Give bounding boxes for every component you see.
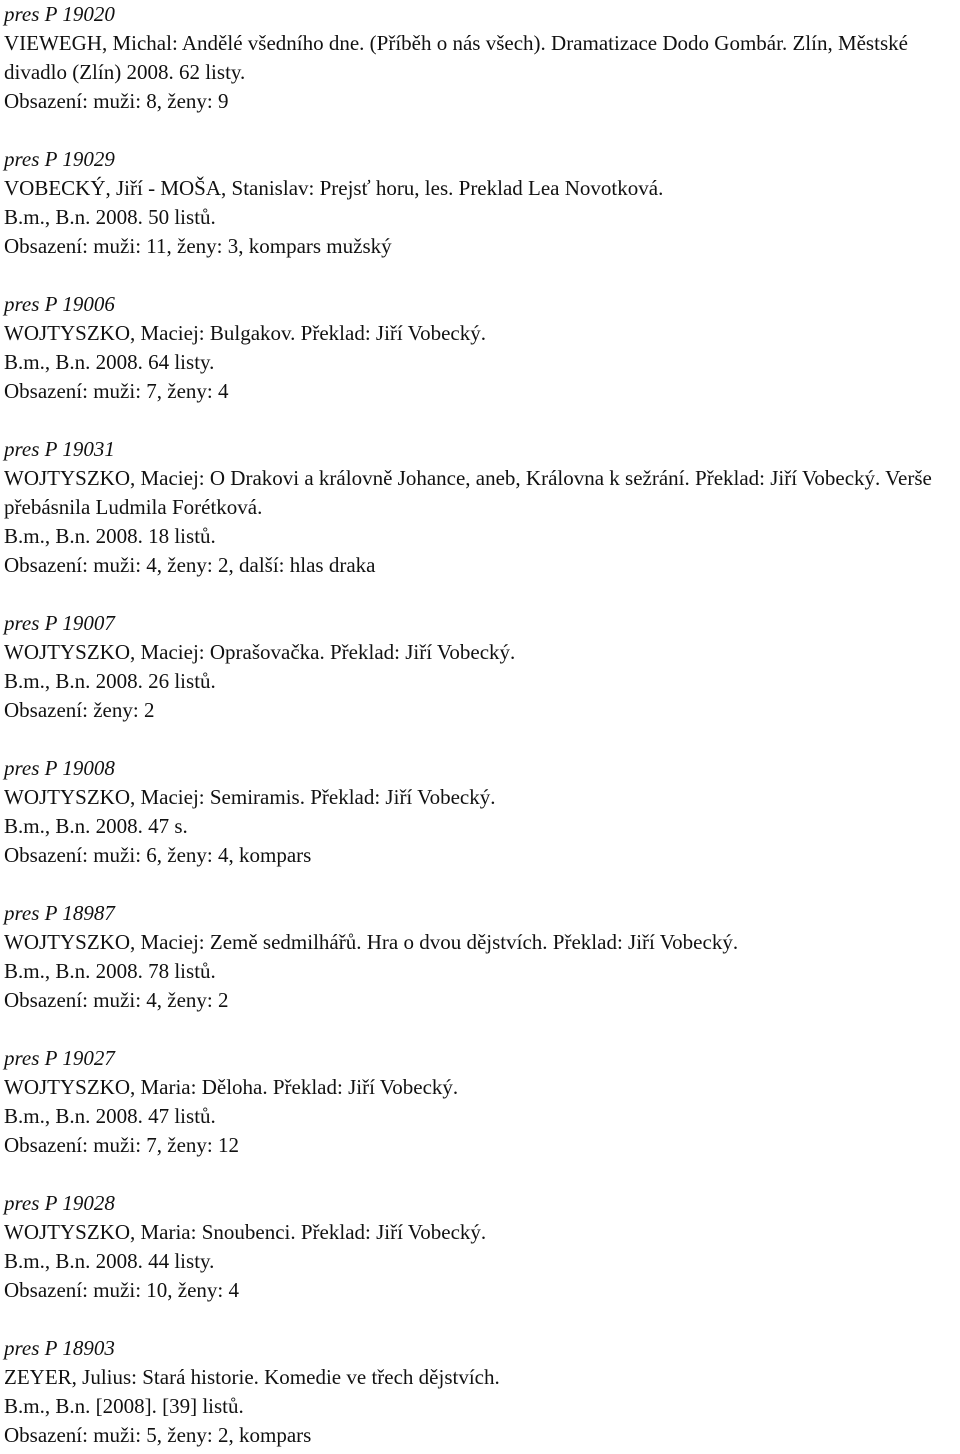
shelf-code: pres P 19028: [4, 1191, 115, 1215]
entry-title: WOJTYSZKO, Maria: Snoubenci. Překlad: Jiří Vobecký.: [4, 1220, 487, 1244]
entry-cast: Obsazení: muži: 8, ženy: 9: [4, 89, 229, 113]
catalog-entry: [4, 145, 958, 261]
entry-publication: B.m., B.n. 2008. 26 listů.: [4, 669, 216, 693]
entry-cast: Obsazení: muži: 7, ženy: 4: [4, 379, 229, 403]
catalog-entry: [4, 1189, 958, 1305]
entry-publication: B.m., B.n. 2008. 44 listy.: [4, 1249, 215, 1273]
shelf-code: pres P 19008: [4, 756, 115, 780]
catalog-page: [4, 0, 958, 1450]
entry-title: WOJTYSZKO, Maciej: Semiramis. Překlad: Jiří Vobecký.: [4, 785, 496, 809]
shelf-code: pres P 19007: [4, 611, 115, 635]
shelf-code: pres P 19029: [4, 147, 115, 171]
catalog-entry: [4, 290, 958, 406]
catalog-entry: [4, 754, 958, 870]
catalog-entry: [4, 899, 958, 1015]
entry-cast: Obsazení: muži: 11, ženy: 3, kompars mužský: [4, 234, 392, 258]
entry-title: VOBECKÝ, Jiří - MOŠA, Stanislav: Prejsť horu, les. Preklad Lea Novotková.: [4, 176, 664, 200]
entry-title: ZEYER, Julius: Stará historie. Komedie ve třech dějstvích.: [4, 1365, 500, 1389]
entry-cast: Obsazení: muži: 6, ženy: 4, kompars: [4, 843, 312, 867]
entry-title: WOJTYSZKO, Maciej: Země sedmilhářů. Hra o dvou dějstvích. Překlad: Jiří Vobecký.: [4, 930, 739, 954]
entry-cast: Obsazení: muži: 10, ženy: 4: [4, 1278, 240, 1302]
shelf-code: pres P 18987: [4, 901, 115, 925]
entry-publication: B.m., B.n. 2008. 18 listů.: [4, 524, 216, 548]
entry-publication: B.m., B.n. 2008. 47 s.: [4, 814, 188, 838]
catalog-entry: [4, 0, 958, 116]
shelf-code: pres P 19006: [4, 292, 115, 316]
entry-publication: B.m., B.n. [2008]. [39] listů.: [4, 1394, 244, 1418]
entry-title: WOJTYSZKO, Maria: Děloha. Překlad: Jiří Vobecký.: [4, 1075, 459, 1099]
entry-publication: B.m., B.n. 2008. 47 listů.: [4, 1104, 216, 1128]
entry-cast: Obsazení: ženy: 2: [4, 698, 155, 722]
shelf-code: pres P 19020: [4, 2, 115, 26]
shelf-code: pres P 18903: [4, 1336, 115, 1360]
catalog-entry: [4, 1044, 958, 1160]
catalog-entry: [4, 435, 958, 580]
entry-publication: B.m., B.n. 2008. 78 listů.: [4, 959, 216, 983]
shelf-code: pres P 19031: [4, 437, 115, 461]
catalog-entry: [4, 609, 958, 725]
entry-cast: Obsazení: muži: 5, ženy: 2, kompars: [4, 1423, 312, 1447]
entry-publication: B.m., B.n. 2008. 50 listů.: [4, 205, 216, 229]
entry-title: WOJTYSZKO, Maciej: O Drakovi a královně Johance, aneb, Královna k sežrání. Překlad: Jiří Vobecký. Verše přebásnila Ludmila Forétková.: [4, 466, 932, 519]
entry-title: WOJTYSZKO, Maciej: Oprašovačka. Překlad: Jiří Vobecký.: [4, 640, 516, 664]
entry-cast: Obsazení: muži: 4, ženy: 2: [4, 988, 229, 1012]
catalog-entry: [4, 1334, 958, 1450]
entry-cast: Obsazení: muži: 4, ženy: 2, další: hlas draka: [4, 553, 376, 577]
shelf-code: pres P 19027: [4, 1046, 115, 1070]
entry-title: WOJTYSZKO, Maciej: Bulgakov. Překlad: Jiří Vobecký.: [4, 321, 486, 345]
entry-publication: B.m., B.n. 2008. 64 listy.: [4, 350, 215, 374]
entry-cast: Obsazení: muži: 7, ženy: 12: [4, 1133, 240, 1157]
entry-title: VIEWEGH, Michal: Andělé všedního dne. (Příběh o nás všech). Dramatizace Dodo Gombár. Zlín, Městské divadlo (Zlín) 2008. 62 listy.: [4, 31, 908, 84]
